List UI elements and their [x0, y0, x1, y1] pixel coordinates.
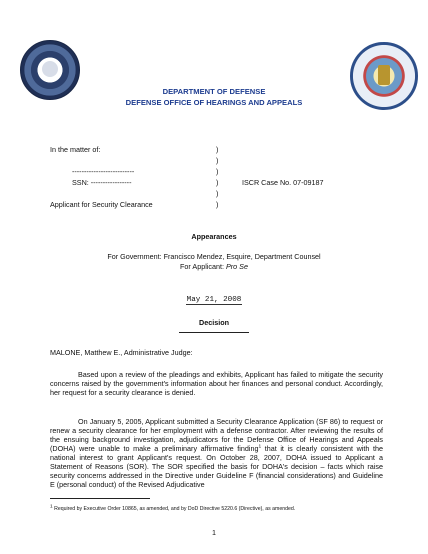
caption-paren: ): [216, 189, 219, 198]
pro-se: Pro Se: [225, 262, 248, 271]
judge-line: MALONE, Matthew E., Administrative Judge:: [50, 348, 193, 357]
paragraph-summary: Based upon a review of the pleadings and exhibits, Applicant has failed to mitigate the security concerns raised by the government's information about her finances and personal conduct. Accordingly, her request for a security clearance is denied.: [50, 370, 383, 397]
scales-icon: [378, 65, 390, 85]
footnote-separator: [50, 498, 150, 499]
caption-paren: ): [216, 178, 219, 187]
appearances-heading: Appearances: [191, 232, 237, 241]
case-number: ISCR Case No. 07-09187: [242, 178, 324, 187]
decision-heading: Decision: [199, 318, 229, 327]
decision-date: May 21, 2008: [186, 296, 242, 304]
footnote: $^1$ Required by Executive Order 10865, as amended, and by DoD Directive 5220.6 (Directive), as amended.: [50, 504, 296, 512]
caption-paren: ): [216, 156, 219, 165]
redacted-name: --------------------------: [72, 167, 135, 176]
caption-paren: ): [216, 145, 219, 154]
caption-paren: ): [216, 167, 219, 176]
header-office: DEFENSE OFFICE OF HEARINGS AND APPEALS: [125, 98, 303, 107]
applicant-counsel: For Applicant: Pro Se: [180, 262, 248, 271]
page-number: 1: [212, 528, 216, 537]
eagle-icon: [42, 61, 58, 77]
in-the-matter-of: In the matter of:: [50, 145, 101, 154]
government-counsel: For Government: Francisco Mendez, Esquire, Department Counsel: [107, 252, 321, 261]
applicant-for-clearance: Applicant for Security Clearance: [50, 200, 153, 209]
decision-underline: [179, 332, 249, 333]
header-department: DEPARTMENT OF DEFENSE: [162, 87, 266, 96]
caption-paren: ): [216, 200, 219, 209]
footnote-marker: 1: [258, 444, 262, 450]
paragraph-history: On January 5, 2005, Applicant submitted a Security Clearance Application (SF 86) to request or renew a security clearance for her employment with a defense contractor. After reviewing the results of the ensuing background investigation, adjudicators for the Defense Office of Hearings and Appeals (DOHA) were unable to make a preliminary affirmative finding$^1$ that it is clearly consistent with the national interest to grant Applicant's request. On October 28, 2007, DOHA issued to Applicant a Statement of Reasons (SOR). The SOR specified the basis for DOHA's decision – facts which raise security concerns addressed in the Directive under Guideline F (financial considerations) and Guideline E (personal conduct) of the Revised Adjudicative: [50, 417, 384, 489]
ssn-line: SSN: -----------------: [72, 178, 132, 187]
